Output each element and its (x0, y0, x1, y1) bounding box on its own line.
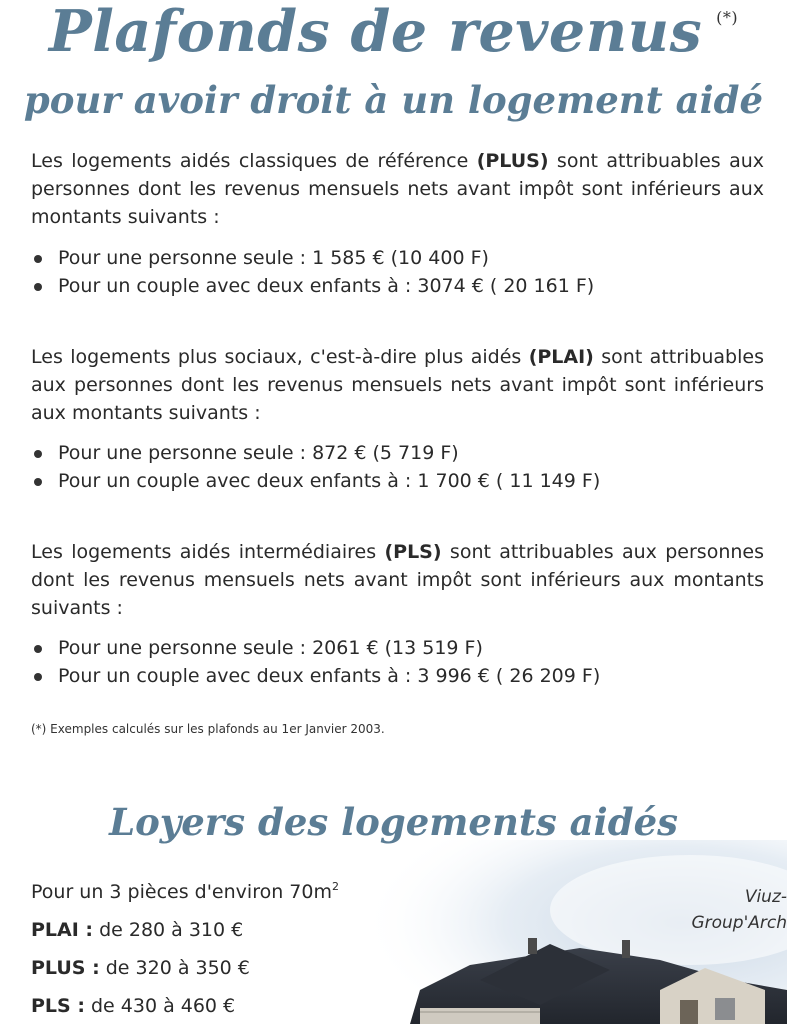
list-item: Pour une personne seule : 872 € (5 719 F) (31, 439, 771, 467)
photo-caption (691, 884, 787, 936)
intro-text: sont attribuables aux personnes dont les revenus mensuels nets avant impôt sont inférieurs aux montants suivants : (31, 346, 764, 424)
caption-line: Viuz- (744, 887, 787, 907)
rent-row-plus (31, 949, 339, 987)
list-item: Pour un couple avec deux enfants à : 3 996 € ( 26 209 F) (31, 662, 771, 690)
rents-intro (31, 868, 339, 911)
list-item: Pour une personne seule : 1 585 € (10 400 F) (31, 244, 771, 272)
rents-title: Loyers des logements aidés (109, 800, 678, 844)
pls-intro (31, 538, 764, 622)
plus-intro (31, 147, 764, 231)
list-item: Pour une personne seule : 2061 € (13 519 F) (31, 634, 771, 662)
program-code: (PLUS) (476, 150, 549, 172)
footnote: (*) Exemples calculés sur les plafonds au 1er Janvier 2003. (31, 722, 385, 736)
rent-range: de 430 à 460 € (84, 995, 236, 1017)
program-code: PLUS : (31, 957, 100, 979)
rent-range: de 280 à 310 € (93, 919, 244, 941)
pls-bullet-list (31, 634, 771, 690)
intro-text: Les logements aidés intermédiaires (31, 541, 385, 563)
program-code: PLAI : (31, 919, 94, 941)
title-footnote-mark: (*) (716, 8, 739, 27)
program-code: (PLS) (384, 541, 442, 563)
rents-intro-text: Pour un 3 pièces d'environ 70m (31, 881, 332, 903)
title-text: Plafonds de revenus (48, 0, 703, 65)
caption-line: Group'Arch (691, 913, 787, 933)
page-title (0, 0, 787, 65)
rent-range: de 320 à 350 € (99, 957, 250, 979)
plai-bullet-list (31, 439, 771, 495)
superscript: 2 (331, 880, 339, 893)
list-item: Pour un couple avec deux enfants à : 1 700 € ( 11 149 F) (31, 467, 771, 495)
intro-text: Les logements aidés classiques de référence (31, 150, 477, 172)
rents-list (31, 868, 339, 1025)
program-code: PLS : (31, 995, 85, 1017)
plus-bullet-list (31, 244, 771, 300)
program-code: (PLAI) (528, 346, 594, 368)
page-subtitle: pour avoir droit à un logement aidé (23, 78, 764, 122)
intro-text: sont attribuables aux personnes dont les revenus mensuels nets avant impôt sont inférieurs aux montants suivants : (31, 150, 764, 228)
intro-text: Les logements plus sociaux, c'est-à-dire plus aidés (31, 346, 529, 368)
list-item: Pour un couple avec deux enfants à : 3074 € ( 20 161 F) (31, 272, 771, 300)
rent-row-plai (31, 911, 339, 949)
rent-row-pls (31, 987, 339, 1025)
plai-intro (31, 343, 764, 427)
intro-text: sont attribuables aux personnes dont les revenus mensuels nets avant impôt sont inférieurs aux montants suivants : (31, 541, 764, 619)
